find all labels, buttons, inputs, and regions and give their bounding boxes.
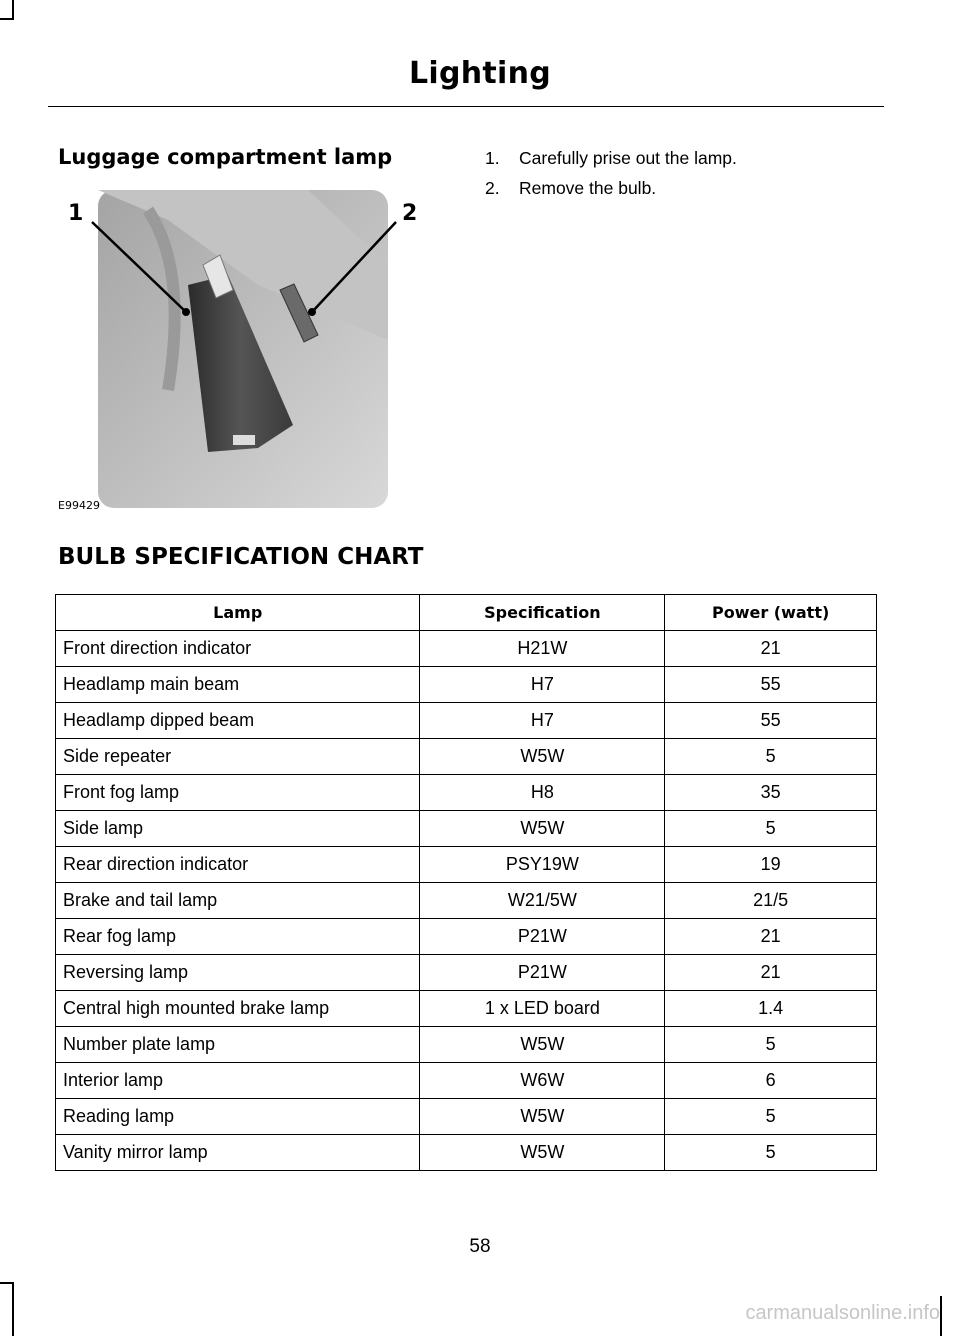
step-item <box>485 178 737 208</box>
lamp-cell: Front fog lamp <box>56 775 420 811</box>
crop-mark <box>0 1282 14 1284</box>
specification-cell: W5W <box>420 1099 665 1135</box>
power-cell: 35 <box>665 775 877 811</box>
lamp-cell: Headlamp dipped beam <box>56 703 420 739</box>
specification-cell: P21W <box>420 955 665 991</box>
lamp-cell: Brake and tail lamp <box>56 883 420 919</box>
lamp-cell: Rear direction indicator <box>56 847 420 883</box>
table-row <box>56 667 877 703</box>
crop-mark <box>12 0 14 20</box>
table-row <box>56 847 877 883</box>
instruction-steps <box>485 148 737 208</box>
table-row <box>56 703 877 739</box>
table-row <box>56 739 877 775</box>
callout-dot-2 <box>308 308 316 316</box>
power-cell: 21/5 <box>665 883 877 919</box>
power-cell: 5 <box>665 1099 877 1135</box>
figure-id: E99429 <box>58 499 100 512</box>
table-row <box>56 811 877 847</box>
column-header-power: Power (watt) <box>665 595 877 631</box>
step-item <box>485 148 737 178</box>
step-text: Remove the bulb. <box>519 178 657 198</box>
luggage-lamp-illustration <box>58 190 430 514</box>
lamp-cell: Vanity mirror lamp <box>56 1135 420 1171</box>
bulb-chart-title: BULB SPECIFICATION CHART <box>58 544 424 570</box>
header-rule <box>48 106 884 107</box>
lamp-cell: Interior lamp <box>56 1063 420 1099</box>
callout-label-1: 1 <box>68 201 84 226</box>
power-cell: 21 <box>665 955 877 991</box>
lamp-cell: Reading lamp <box>56 1099 420 1135</box>
lamp-cell: Side lamp <box>56 811 420 847</box>
lamp-cell: Front direction indicator <box>56 631 420 667</box>
callout-label-2: 2 <box>402 201 418 226</box>
step-number: 2. <box>485 178 500 198</box>
specification-cell: PSY19W <box>420 847 665 883</box>
crop-mark <box>12 1282 14 1336</box>
power-cell: 5 <box>665 1027 877 1063</box>
specification-cell: 1 x LED board <box>420 991 665 1027</box>
crop-mark <box>0 18 14 20</box>
specification-cell: H21W <box>420 631 665 667</box>
bulb-specification-table <box>55 594 877 1171</box>
table-row <box>56 1063 877 1099</box>
table-row <box>56 775 877 811</box>
specification-cell: W5W <box>420 739 665 775</box>
table-row <box>56 1027 877 1063</box>
page-number: 58 <box>469 1236 491 1257</box>
power-cell: 6 <box>665 1063 877 1099</box>
lamp-clip <box>233 435 255 445</box>
step-number: 1. <box>485 148 500 168</box>
crop-mark <box>940 1296 942 1336</box>
specification-cell: W5W <box>420 1027 665 1063</box>
power-cell: 19 <box>665 847 877 883</box>
table-header-row <box>56 595 877 631</box>
specification-cell: W5W <box>420 1135 665 1171</box>
lamp-cell: Reversing lamp <box>56 955 420 991</box>
table-row <box>56 991 877 1027</box>
callout-dot-1 <box>182 308 190 316</box>
power-cell: 5 <box>665 739 877 775</box>
watermark: carmanualsonline.info <box>745 1302 940 1324</box>
table-row <box>56 1099 877 1135</box>
table-row <box>56 1135 877 1171</box>
specification-cell: W21/5W <box>420 883 665 919</box>
specification-cell: H7 <box>420 703 665 739</box>
lamp-cell: Headlamp main beam <box>56 667 420 703</box>
specification-cell: H8 <box>420 775 665 811</box>
specification-cell: W6W <box>420 1063 665 1099</box>
lamp-cell: Side repeater <box>56 739 420 775</box>
lamp-cell: Rear fog lamp <box>56 919 420 955</box>
column-header-specification: Specification <box>420 595 665 631</box>
table-row <box>56 631 877 667</box>
specification-cell: P21W <box>420 919 665 955</box>
lamp-cell: Number plate lamp <box>56 1027 420 1063</box>
lamp-cell: Central high mounted brake lamp <box>56 991 420 1027</box>
power-cell: 21 <box>665 631 877 667</box>
specification-cell: H7 <box>420 667 665 703</box>
power-cell: 5 <box>665 811 877 847</box>
power-cell: 55 <box>665 703 877 739</box>
luggage-lamp-heading: Luggage compartment lamp <box>58 145 393 169</box>
power-cell: 1.4 <box>665 991 877 1027</box>
power-cell: 55 <box>665 667 877 703</box>
specification-cell: W5W <box>420 811 665 847</box>
table-row <box>56 883 877 919</box>
lamp-illustration-svg <box>58 190 430 514</box>
table-row <box>56 919 877 955</box>
table-body <box>56 631 877 1171</box>
section-title: Lighting <box>408 56 552 91</box>
column-header-lamp: Lamp <box>56 595 420 631</box>
step-text: Carefully prise out the lamp. <box>519 148 737 168</box>
table-row <box>56 955 877 991</box>
power-cell: 5 <box>665 1135 877 1171</box>
power-cell: 21 <box>665 919 877 955</box>
